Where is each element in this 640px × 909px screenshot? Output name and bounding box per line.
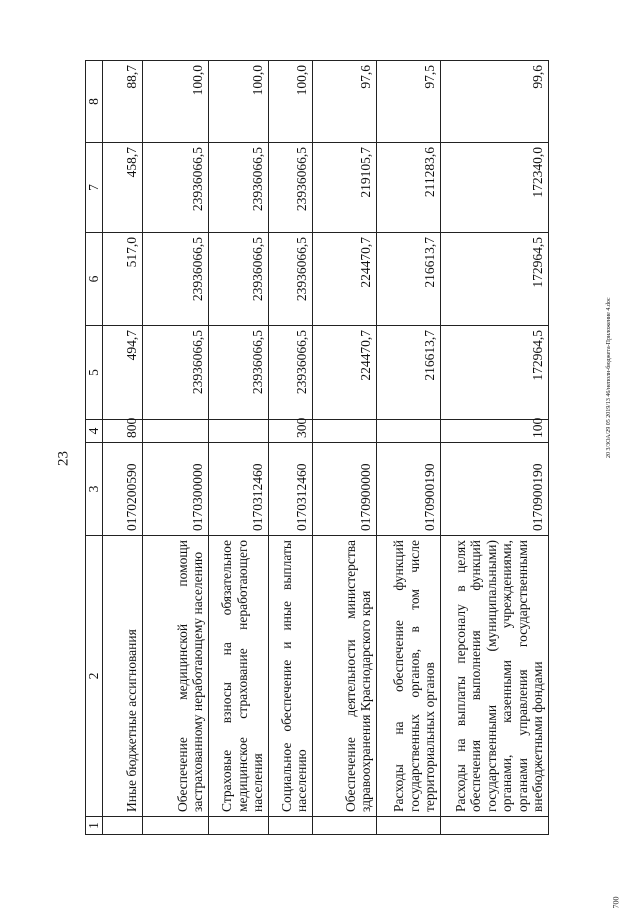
row-name-cell: Обеспечение деятельности министерства здравоохранения Краснодарского края <box>313 536 377 817</box>
row-index-cell <box>377 817 441 835</box>
expense-type-cell: 100 <box>441 420 549 443</box>
row-index-cell <box>143 817 209 835</box>
value-cell-6: 224470,7 <box>313 233 377 326</box>
value-cell-6: 23936066,5 <box>143 233 209 326</box>
table-row <box>143 61 209 835</box>
value-cell-5: 172964,5 <box>441 326 549 420</box>
value-cell-7: 23936066,5 <box>143 143 209 233</box>
document-footer-path: 20 3/3ОА/29 05 2019/13 46/неполн-бюджета-Приложение 4.doc <box>606 297 612 458</box>
expense-type-cell: 800 <box>103 420 143 443</box>
col-header: 3 <box>86 443 103 536</box>
expense-type-cell <box>143 420 209 443</box>
budget-table-rotated <box>85 61 555 835</box>
expense-type-cell: 300 <box>269 420 313 443</box>
value-cell-8: 99,6 <box>441 61 549 143</box>
target-code-cell: 0170200590 <box>103 443 143 536</box>
value-cell-5: 216613,7 <box>377 326 441 420</box>
row-name-cell: Обеспечение медицинской помощи застрахованному неработающему населению <box>143 536 209 817</box>
value-cell-6: 172964,5 <box>441 233 549 326</box>
expense-type-cell <box>377 420 441 443</box>
target-code-cell: 0170900000 <box>313 443 377 536</box>
value-cell-5: 23936066,5 <box>269 326 313 420</box>
table-row <box>103 61 143 835</box>
value-cell-7: 458,7 <box>103 143 143 233</box>
table-row <box>313 61 377 835</box>
expense-type-cell <box>209 420 269 443</box>
value-cell-6: 216613,7 <box>377 233 441 326</box>
value-cell-5: 494,7 <box>103 326 143 420</box>
value-cell-8: 100,0 <box>209 61 269 143</box>
target-code-cell: 0170312460 <box>209 443 269 536</box>
value-cell-8: 100,0 <box>143 61 209 143</box>
table-row <box>441 61 549 835</box>
table-header-row <box>86 61 103 835</box>
col-header: 2 <box>86 536 103 817</box>
row-index-cell <box>269 817 313 835</box>
row-index-cell <box>313 817 377 835</box>
row-name-cell: Расходы на выплаты персоналу в целях обеспечения выполнения функций государственными (муниципальными) органами, казенными учреждениями, органами управления государственными внебюджетными фондами <box>441 536 549 817</box>
value-cell-6: 23936066,5 <box>209 233 269 326</box>
col-header: 6 <box>86 233 103 326</box>
col-header: 8 <box>86 61 103 143</box>
row-name-cell: Социальное обеспечение и иные выплаты населению <box>269 536 313 817</box>
value-cell-8: 88,7 <box>103 61 143 143</box>
value-cell-6: 517,0 <box>103 233 143 326</box>
value-cell-8: 97,6 <box>313 61 377 143</box>
expense-type-cell <box>313 420 377 443</box>
col-header: 1 <box>86 817 103 835</box>
row-index-cell <box>103 817 143 835</box>
target-code-cell: 0170900190 <box>441 443 549 536</box>
row-index-cell <box>209 817 269 835</box>
page-number: 23 <box>55 451 72 466</box>
budget-table <box>85 60 549 835</box>
value-cell-7: 172340,0 <box>441 143 549 233</box>
col-header: 4 <box>86 420 103 443</box>
value-cell-7: 211283,6 <box>377 143 441 233</box>
value-cell-5: 23936066,5 <box>143 326 209 420</box>
value-cell-8: 100,0 <box>269 61 313 143</box>
target-code-cell: 0170300000 <box>143 443 209 536</box>
row-name-cell: Иные бюджетные ассигнования <box>103 536 143 817</box>
value-cell-5: 224470,7 <box>313 326 377 420</box>
table-row <box>377 61 441 835</box>
row-name-cell: Страховые взносы на обязательное медицинское страхование неработающего населения <box>209 536 269 817</box>
value-cell-7: 23936066,5 <box>269 143 313 233</box>
table-row <box>269 61 313 835</box>
value-cell-7: 23936066,5 <box>209 143 269 233</box>
value-cell-6: 23936066,5 <box>269 233 313 326</box>
row-index-cell <box>441 817 549 835</box>
target-code-cell: 0170900190 <box>377 443 441 536</box>
col-header: 5 <box>86 326 103 420</box>
value-cell-7: 219105,7 <box>313 143 377 233</box>
row-name-cell: Расходы на обеспечение функций государственных органов, в том числе территориальных органов <box>377 536 441 817</box>
value-cell-5: 23936066,5 <box>209 326 269 420</box>
value-cell-8: 97,5 <box>377 61 441 143</box>
table-row <box>209 61 269 835</box>
corner-mark: 700 <box>611 896 621 909</box>
col-header: 7 <box>86 143 103 233</box>
target-code-cell: 0170312460 <box>269 443 313 536</box>
